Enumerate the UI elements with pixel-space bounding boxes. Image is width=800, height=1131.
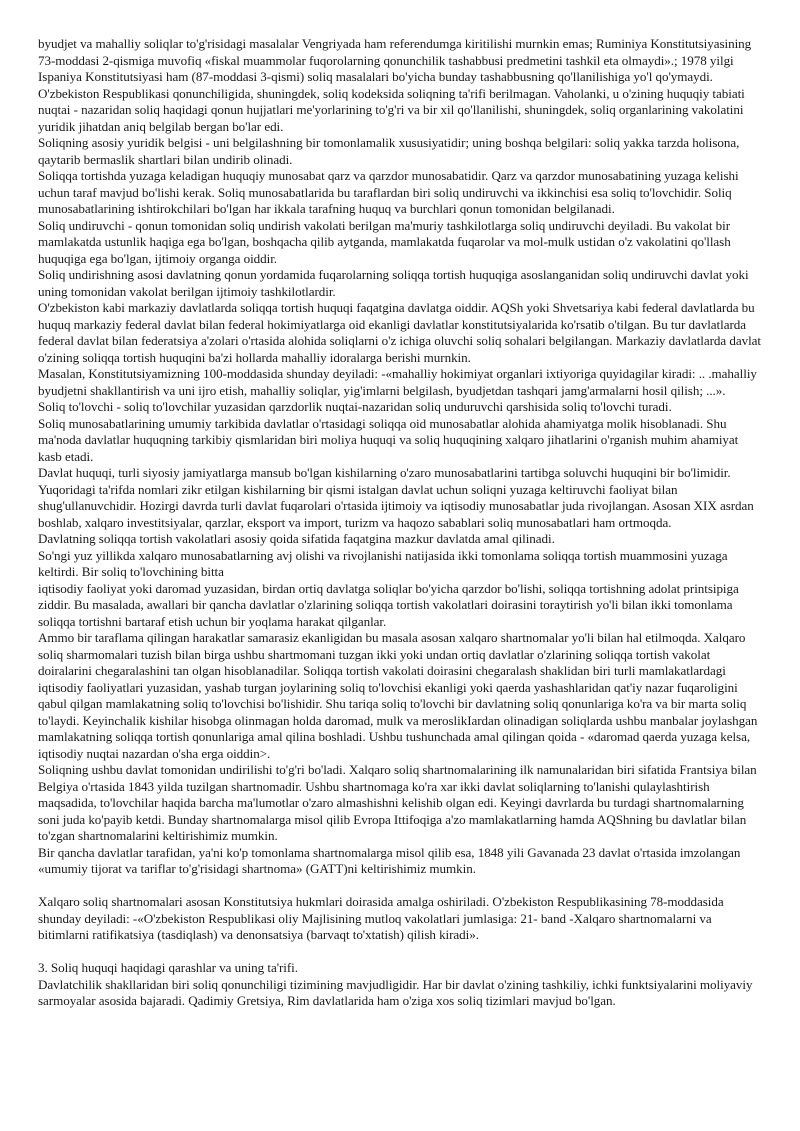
body-text <box>38 36 764 1010</box>
paragraph: Soliq to'lovchi - soliq to'lovchilar yuzasidan qarzdorlik nuqtai-nazaridan soliq unduruvchi qarshisida soliq to'lovchi turadi. <box>38 399 672 414</box>
blank-line <box>38 878 764 895</box>
paragraph: Soliqning ushbu davlat tomonidan undirilishi to'g'ri bo'ladi. Xalqaro soliq shartnomalarining ilk namunalaridan biri sifatida Frantsiya bilan Belgiya o'rtasida 1843 yilda tuzilgan shartnomadir. Ushbu shartnomaga ko'ra xar ikki davlat soliqlarning to'lanishi qulaylashtirish maqsadida, to'lovchilar haqida barcha ma'lumotlar o'zaro almashishni kelishib olgan edi. Keyingi davrlarda bu turdagi shartnomalarning soni juda ko'payib ketdi. Bunday shartnomalarga misol qilib Evropa Ittifoqiga a'zo mamlakatlarning hamda AQShning bu davlatlar bilan to'zgan shartnomalarini keltirishimiz mumkin. <box>38 762 757 843</box>
paragraph: So'ngi yuz yillikda xalqaro munosabatlarning avj olishi va rivojlanishi natijasida ikki tomonlama soliqqa tortish muammosini yuzaga keltirdi. Bir soliq to'lovchining bitta <box>38 547 728 579</box>
section-heading: 3. Soliq huquqi haqidagi qarashlar va uning ta'rifi. <box>38 960 298 975</box>
paragraph: Davlatchilik shakllaridan biri soliq qonunchiligi tizimining mavjudligidir. Har bir davlat o'zining tashkiliy, ichki funktsiyalarini moliyaviy sarmoyalar asosida bajaradi. Qadimiy Gretsiya, Rim davlatlarida ham o'ziga xos soliq tizimlari mavjud bo'lgan. <box>38 976 753 1008</box>
paragraph: Ammo bir taraflama qilingan harakatlar samarasiz ekanligidan bu masala asosan xalqaro shartnomalar yo'li bilan hal etilmoqda. Xalqaro soliq sharmomalari tuzish bilan birga ushbu shartmomani tuzgan ikki yoki undan ortiq davlatlar o'zlarining soliqqa tortish vakolat doiralarini chegaralashini tan olgan hisoblanadilar. Soliqqa tortish vakolati doirasini chegaralash shaklidan biri turli mamlakatlardagi iqtisodiy faoliyatlari yuzasidan, yashab turgan joylarining soliq to'lovchisi ekanligi yoki qaerda yashashlaridan qat'iy nazar fuqaroligini qabul qilgan mamlakatning soliq to'lovchisi bo'lishidir. Shu tariqa soliq to'lovchi bir davlatning soliq qonunlariga ko'ra va bir marta soliq to'laydi. Keyinchalik kishilar hisobga olinmagan holda daromad, mulk va meroslikIardan olinadigan soliqlarda ushbu manbalar joylashgan mamlakatning soliqqa tortish qonunlariga amal qilina boshladi. Ushbu tushunchada amal qilingan qoida - «daromad qaerda yuzaga kelsa, iqtisodiy nuqtai nazardan o'sha erga oiddin>. <box>38 630 758 761</box>
paragraph: Davlatning soliqqa tortish vakolatlari asosiy qoida sifatida faqatgina mazkur davlatda amal qilinadi. <box>38 531 555 546</box>
paragraph: Bir qancha davlatlar tarafidan, ya'ni ko'p tomonlama shartnomalarga misol qilib esa, 1848 yili Gavanada 23 davlat o'rtasida imzolangan «umumiy tijorat va tariflar to'g'risidagi shartnoma» (GATT)ni keltirishimiz mumkin. <box>38 844 741 876</box>
paragraph: Davlat huquqi, turli siyosiy jamiyatlarga mansub bo'lgan kishilarning o'zaro munosabatlarini tartibga soluvchi huquqini bir bo'limidir. Yuqoridagi ta'rifda nomlari zikr etilgan kishilarning bir qismi istalgan davlat uchun soliqni yuzaga keltiruvchi faoliyat bilan shug'ullanuvchidir. Hozirgi davrda turli davlat fuqarolari o'rtasida ijtimoiy va iqtisodiy munosabatlar juda rivojlangan. Asosan XIX asrdan boshlab, xalqaro investitsiyalar, qarzlar, eksport va import, turizm va haqozo sabablari soliq munosabatlari ham ortmoqda. <box>38 465 754 530</box>
paragraph: byudjet va mahalliy soliqlar to'g'risidagi masalalar Vengriyada ham referendumga kiritilishi murnkin emas; Ruminiya Konstitutsiyasining 73-moddasi 2-qismiga muvofiq «fiskal muammolar fuqorolarning qonunchilik tashabbusi predmetini tashkil eta olmaydi».; 1978 yilgi Ispaniya Konstitutsiyasi ham (87-moddasi 3-qismi) soliq masalalari bo'yicha bunday tashabbusning qo'llanilishiga yo'l qo'ymaydi. <box>38 36 752 84</box>
paragraph: Soliq undiruvchi - qonun tomonidan soliq undirish vakolati berilgan ma'muriy tashkilotlarga soliq undiruvchi deyiladi. Bu vakolat bir mamlakatda ustunlik haqiga ega bo'lgan, boshqacha qilib aytganda, mamlakatda fuqarolar va mol-mulk ustidan o'z vakolatini qo'llash huquqiga ega bo'lgan, ijtimoiy organga oiddir. <box>38 217 731 266</box>
paragraph: Soliq munosabatlarining umumiy tarkibida davlatlar o'rtasidagi soliqqa oid munosabatlar alohida ahamiyatga molik hisoblanadi. Shu ma'noda davlatlar huquqning tarkibiy qismlaridan biri moliya huquqi va soliq huquqining xalqaro jihatlarini o'rganish muhim ahamiyat kasb etadi. <box>38 415 739 464</box>
paragraph: O'zbekiston Respublikasi qonunchiligida, shuningdek, soliq kodeksida soliqning ta'rifi berilmagan. Vaholanki, u o'zining huquqiy tabiati nuqtai - nazaridan soliq haqidagi qonun hujjatlari me'yorlarining to'g'ri va bir xil qo'llanilishi, shuningdek, soliq organlarining vakolatini yuridik jihatdan aniq belgilab bergan bo'lar edi. <box>38 85 745 134</box>
paragraph: O'zbekiston kabi markaziy davlatlarda soliqqa tortish huquqi faqatgina davlatga oiddir. AQSh yoki Shvetsariya kabi federal davlatlarda bu huquq markaziy federal davlat bilan federal hokimiyatlarga oid ekanligi davlatlar konstitutsiyalarida ko'rsatib o'tilgan. Bu tur davlatlarda federal davlat bilan federatsiya a'zolari o'rtasida alohida soliqlarni o'z ichiga oluvchi soliq sohalari belgilangan. Markaziy davlatlarda davlat o'zining soliqqa tortish huquqini ba'zi hollarda mahalliy idoralarga berishi murnkin. <box>38 300 761 365</box>
paragraph: Soliqqa tortishda yuzaga keladigan huquqiy munosabat qarz va qarzdor munosabatidir. Qarz va qarzdor munosabatining yuzaga kelishi uchun taraf mavjud bo'lishi kerak. Soliq munosabatlarida bu taraflardan biri soliq undiruvchi va ikkinchisi esa soliq to'lovchidir. Soliq munosabatlarining ishtirokchilari bo'lgan har ikkala tarafning huquq va burchlari qonun tomonidan belgilanadi. <box>38 168 739 216</box>
paragraph: Xalqaro soliq shartnomalari asosan Konstitutsiya hukmlari doirasida amalga oshiriladi. O'zbekiston Respublikasining 78-moddasida shunday deyiladi: -«O'zbekiston Respublikasi oliy Majlisining mutloq vakolatlari jumlasiga: 21- band -Xalqaro shartnomalarni va bitimlarni ratifikatsiya (tasdiqlash) va denonsatsiya (barvaqt to'xtatish) qilish kiradi». <box>38 894 724 942</box>
paragraph: Soliq undirishning asosi davlatning qonun yordamida fuqarolarning soliqqa tortish huquqiga asoslanganidan soliq undiruvchi davlat yoki uning tomonidan vakolat berilgan ijtimoiy tashkilotlardir. <box>38 267 749 299</box>
paragraph: Masalan, Konstitutsiyamizning 100-moddasida shunday deyiladi: -«mahalliy hokimiyat organlari ixtiyoriga quyidagilar kiradi: .. .mahalliy byudjetni shakllantirish va uni ijro etish, mahalliy soliqlar, yig'imlarni belgilash, byudjetdan tashqari jamg'armalarni hosil qilish; ...». <box>38 366 757 398</box>
paragraph: iqtisodiy faoliyat yoki daromad yuzasidan, birdan ortiq davlatga soliqlar bo'yicha qarzdor bo'lishi, soliqqa tortishning adolat printsipiga ziddir. Bu masalada, awallari bir qancha davlatlar o'zlarining soliqqa tortish vakolatlari doirasini toraytirish yo'li bilan ikki tomonlama soliqqa tortishni bartaraf etish uchun bir yoqlama harakat qilganlar. <box>38 580 739 629</box>
blank-line <box>38 944 764 961</box>
paragraph: Soliqning asosiy yuridik belgisi - uni belgilashning bir tomonlamalik xususiyatidir; uning boshqa belgilari: soliq yakka tarzda holisona, qaytarib bermaslik shartlari bilan undirib olinadi. <box>38 135 740 167</box>
